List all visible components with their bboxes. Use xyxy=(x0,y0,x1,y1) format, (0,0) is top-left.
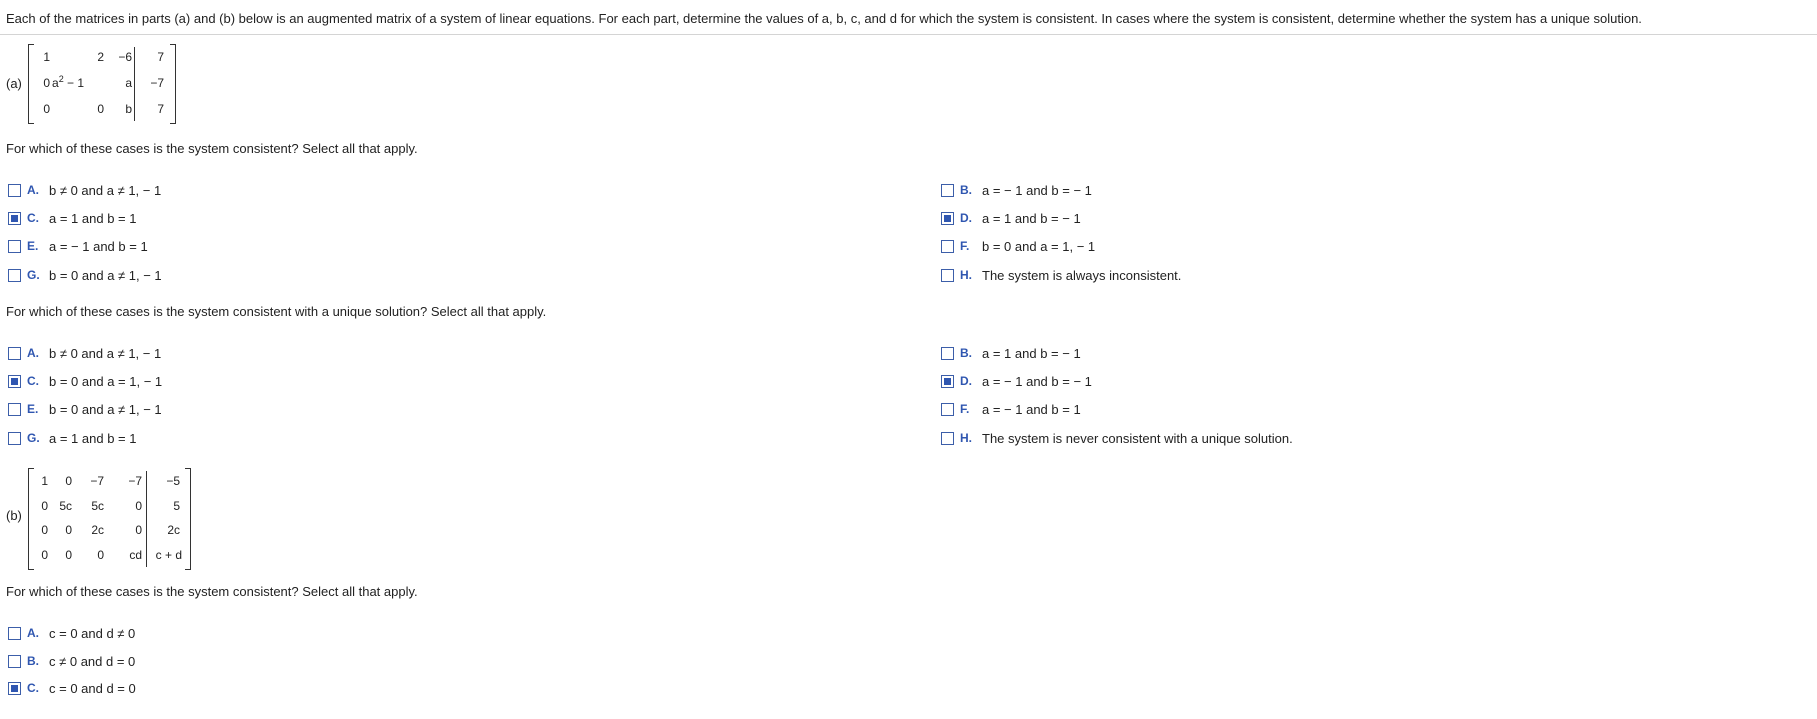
instructions-text: Each of the matrices in parts (a) and (b) below is an augmented matrix of a system of linear equations. For each part, determine the values of a, b, c, and d for which the system is consistent. In cases where the system is consistent, determine whether the system has a unique solution. xyxy=(6,11,1642,26)
checkbox[interactable] xyxy=(8,627,21,640)
augment-divider xyxy=(134,47,135,121)
part-b-label: (b) xyxy=(6,508,22,523)
choice-a1-d[interactable] xyxy=(941,209,1081,227)
part-a-label: (a) xyxy=(6,76,22,91)
choice-letter: F. xyxy=(960,402,970,416)
checkbox[interactable] xyxy=(941,269,954,282)
instructions-bar xyxy=(0,0,1817,35)
choice-a1-c[interactable] xyxy=(8,209,136,227)
choice-text: a = − 1 and b = 1 xyxy=(49,238,148,254)
choice-letter: B. xyxy=(960,346,972,360)
choice-text: b = 0 and a = 1, − 1 xyxy=(982,238,1096,254)
matrix-cell: 1 xyxy=(41,474,48,488)
choice-a1-h[interactable] xyxy=(941,266,1181,284)
choice-a2-a[interactable] xyxy=(8,344,161,362)
choice-text: a = 1 and b = − 1 xyxy=(982,210,1081,226)
choice-text: c = 0 and d = 0 xyxy=(49,680,136,696)
choice-a1-f[interactable] xyxy=(941,237,1095,255)
question-a2: For which of these cases is the system consistent with a unique solution? Select all that apply. xyxy=(6,304,547,319)
choice-text: c ≠ 0 and d = 0 xyxy=(49,653,136,669)
checkbox[interactable] xyxy=(8,403,21,416)
matrix-cell: 0 xyxy=(97,548,104,562)
matrix-cell: −7 xyxy=(128,474,142,488)
choice-text: The system is always inconsistent. xyxy=(982,267,1182,283)
matrix-cell: 0 xyxy=(43,102,50,116)
choice-text: a = − 1 and b = 1 xyxy=(982,401,1081,417)
choice-text: a = − 1 and b = − 1 xyxy=(982,373,1092,389)
choice-letter: E. xyxy=(27,239,39,253)
matrix-cell: 2 xyxy=(97,50,104,64)
choice-b1-a[interactable] xyxy=(8,624,135,642)
choice-b1-b[interactable] xyxy=(8,652,135,670)
choice-text: a = − 1 and b = − 1 xyxy=(982,182,1092,198)
choice-text: b = 0 and a ≠ 1, − 1 xyxy=(49,401,162,417)
checkbox[interactable] xyxy=(941,184,954,197)
matrix-cell: 7 xyxy=(157,102,164,116)
matrix-cell: 2c xyxy=(91,523,104,537)
checkbox[interactable] xyxy=(941,432,954,445)
choice-letter: B. xyxy=(960,183,972,197)
question-a1: For which of these cases is the system consistent? Select all that apply. xyxy=(6,141,418,156)
checkbox[interactable] xyxy=(941,240,954,253)
checkbox[interactable] xyxy=(8,184,21,197)
checkbox[interactable] xyxy=(941,403,954,416)
choice-a1-b[interactable] xyxy=(941,181,1092,199)
choice-text: b = 0 and a ≠ 1, − 1 xyxy=(49,267,162,283)
matrix-cell: 0 xyxy=(65,474,72,488)
checkbox-checked[interactable] xyxy=(941,375,954,388)
part-b-matrix xyxy=(28,468,193,570)
checkbox-checked[interactable] xyxy=(8,375,21,388)
matrix-cell: a xyxy=(125,76,132,90)
choice-text: a = 1 and b = − 1 xyxy=(982,345,1081,361)
augment-divider xyxy=(146,471,147,567)
choice-a2-c[interactable] xyxy=(8,372,162,390)
choice-text: The system is never consistent with a unique solution. xyxy=(982,430,1293,446)
matrix-cell: c + d xyxy=(155,548,182,562)
choice-a2-b[interactable] xyxy=(941,344,1081,362)
matrix-cell: 5c xyxy=(91,499,104,513)
matrix-cell: −7 xyxy=(90,474,104,488)
choice-a2-d[interactable] xyxy=(941,372,1092,390)
choice-a1-g[interactable] xyxy=(8,266,162,284)
choice-letter: G. xyxy=(27,268,40,282)
matrix-bracket-right xyxy=(185,468,191,570)
matrix-bracket-left xyxy=(28,44,34,124)
choice-a2-h[interactable] xyxy=(941,429,1293,447)
checkbox[interactable] xyxy=(8,240,21,253)
matrix-cell: 5 xyxy=(173,499,180,513)
matrix-bracket-right xyxy=(170,44,176,124)
choice-a2-e[interactable] xyxy=(8,400,162,418)
matrix-cell: b xyxy=(125,102,132,116)
matrix-cell: 0 xyxy=(65,548,72,562)
matrix-cell: 2c xyxy=(167,523,180,537)
choice-letter: A. xyxy=(27,183,39,197)
choice-letter: H. xyxy=(960,268,972,282)
choice-a1-a[interactable] xyxy=(8,181,161,199)
matrix-bracket-left xyxy=(28,468,34,570)
choice-letter: H. xyxy=(960,431,972,445)
choice-text: b ≠ 0 and a ≠ 1, − 1 xyxy=(49,182,162,198)
choice-letter: D. xyxy=(960,211,972,225)
matrix-cell: 0 xyxy=(43,76,50,90)
choice-text: b ≠ 0 and a ≠ 1, − 1 xyxy=(49,345,162,361)
matrix-cell: 0 xyxy=(135,523,142,537)
matrix-cell: cd xyxy=(129,548,142,562)
matrix-cell: 0 xyxy=(41,499,48,513)
choice-a1-e[interactable] xyxy=(8,237,148,255)
choice-a2-f[interactable] xyxy=(941,400,1081,418)
matrix-cell: 7 xyxy=(157,50,164,64)
choice-letter: C. xyxy=(27,374,39,388)
choice-letter: A. xyxy=(27,626,39,640)
matrix-cell: 1 xyxy=(43,50,50,64)
matrix-cell: 0 xyxy=(97,102,104,116)
checkbox[interactable] xyxy=(941,347,954,360)
choice-letter: A. xyxy=(27,346,39,360)
choice-letter: F. xyxy=(960,239,970,253)
choice-b1-c[interactable] xyxy=(8,679,136,697)
matrix-cell-a-squared: $a^2 - 1$ xyxy=(52,74,85,90)
matrix-cell: 0 xyxy=(135,499,142,513)
matrix-cell: −5 xyxy=(166,474,180,488)
choice-text: c = 0 and d ≠ 0 xyxy=(49,625,136,641)
matrix-cell: −7 xyxy=(150,76,164,90)
choice-letter: D. xyxy=(960,374,972,388)
matrix-cell: 0 xyxy=(41,523,48,537)
choice-text: a = 1 and b = 1 xyxy=(49,210,137,226)
checkbox-checked[interactable] xyxy=(941,212,954,225)
part-a-matrix xyxy=(28,44,178,124)
checkbox[interactable] xyxy=(8,347,21,360)
choice-text: a = 1 and b = 1 xyxy=(49,430,137,446)
matrix-cell: −6 xyxy=(118,50,132,64)
choice-letter: C. xyxy=(27,211,39,225)
question-b1: For which of these cases is the system consistent? Select all that apply. xyxy=(6,584,418,599)
checkbox[interactable] xyxy=(8,269,21,282)
choice-text: b = 0 and a = 1, − 1 xyxy=(49,373,163,389)
matrix-cell: 0 xyxy=(65,523,72,537)
choice-letter: C. xyxy=(27,681,39,695)
choice-letter: B. xyxy=(27,654,39,668)
checkbox[interactable] xyxy=(8,432,21,445)
matrix-cell: 0 xyxy=(41,548,48,562)
choice-letter: E. xyxy=(27,402,39,416)
choice-a2-g[interactable] xyxy=(8,429,136,447)
choice-letter: G. xyxy=(27,431,40,445)
checkbox-checked[interactable] xyxy=(8,212,21,225)
checkbox[interactable] xyxy=(8,655,21,668)
matrix-cell: 5c xyxy=(59,499,72,513)
checkbox-checked[interactable] xyxy=(8,682,21,695)
